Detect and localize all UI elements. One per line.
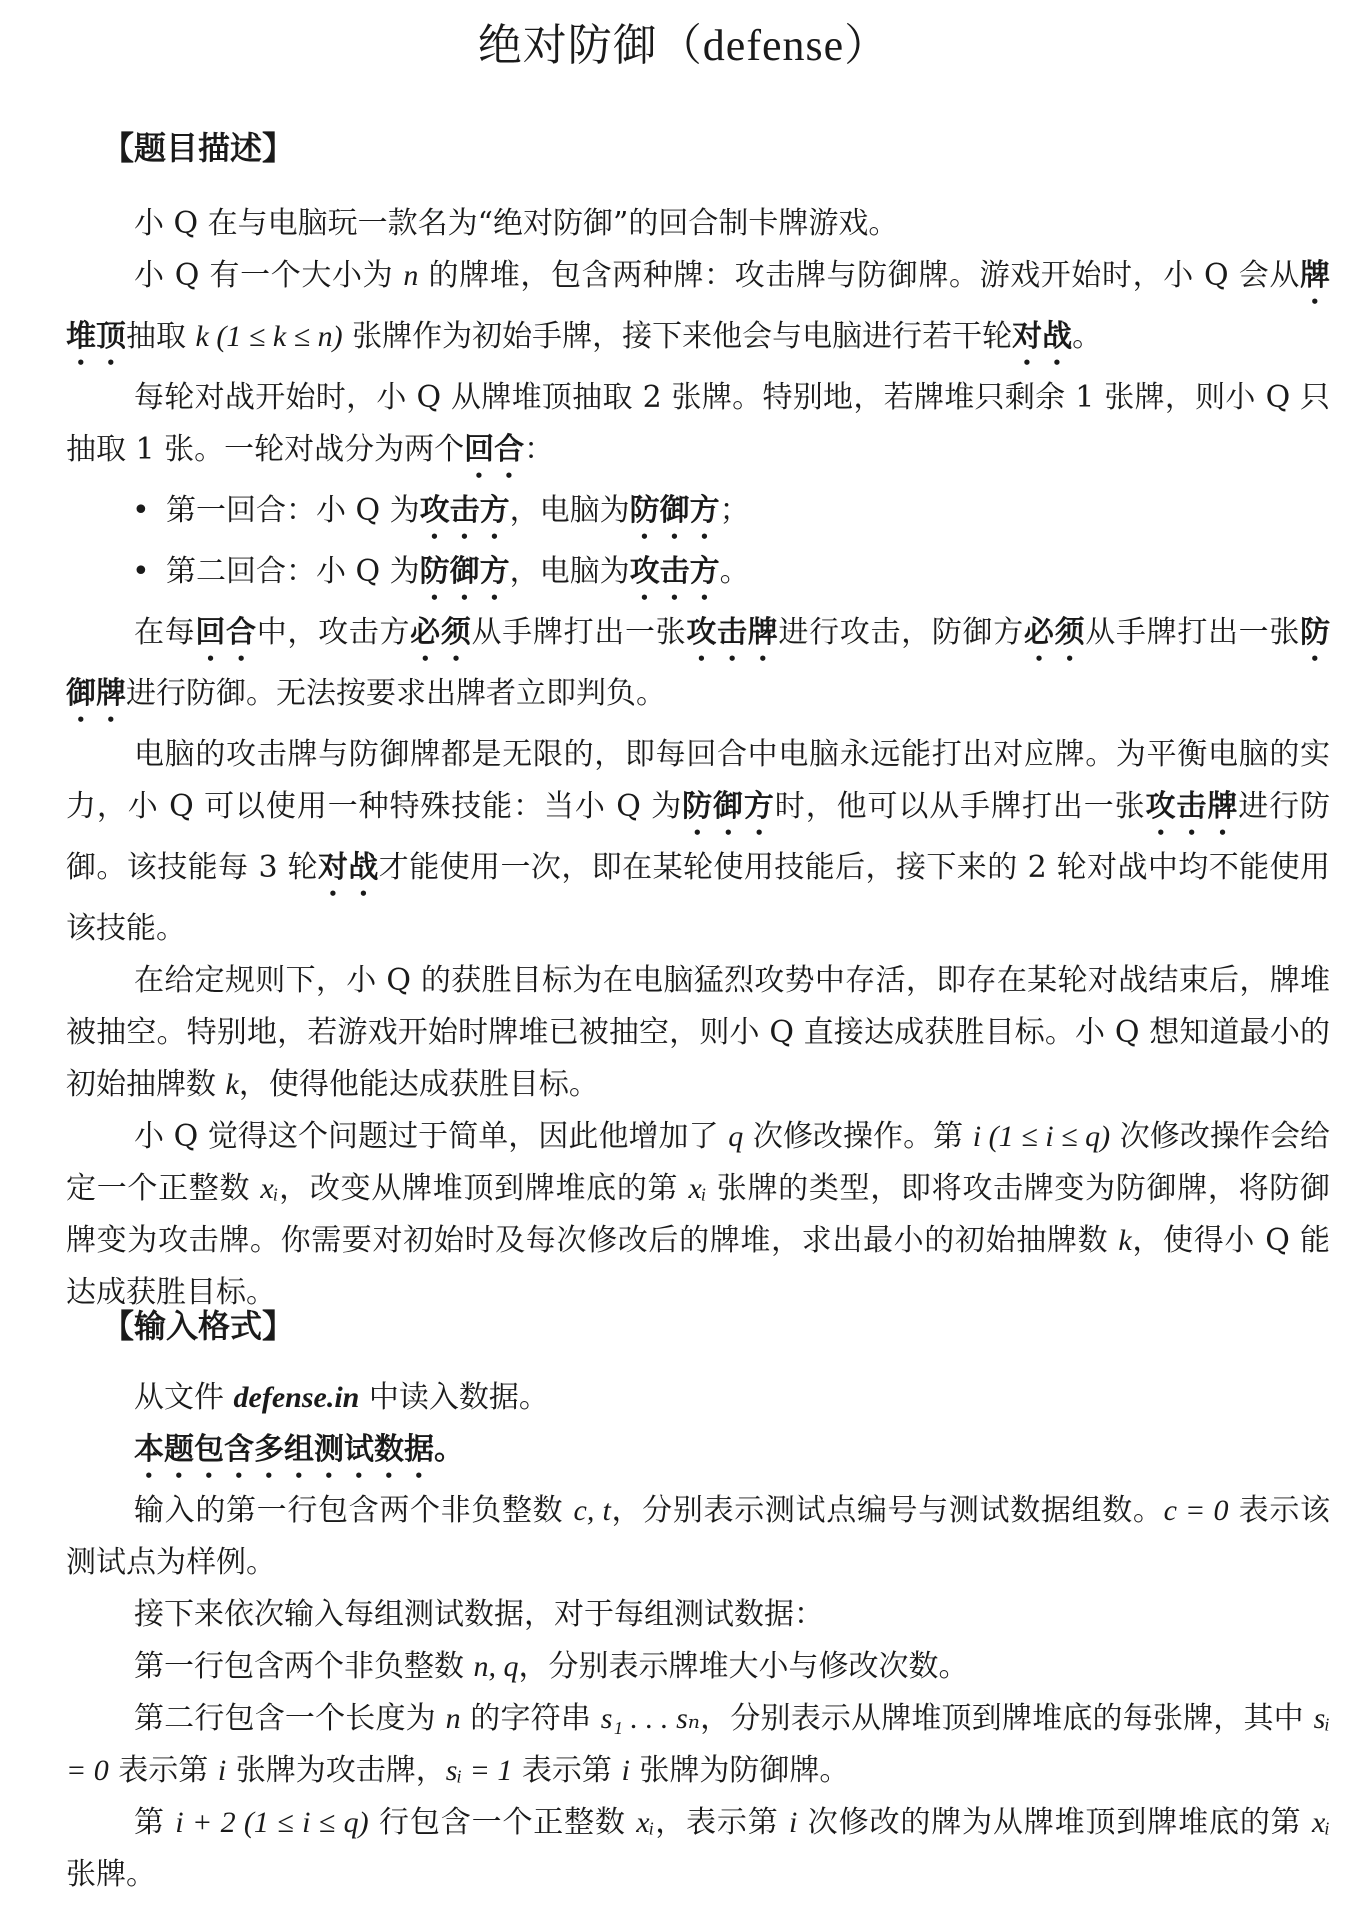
paragraph: 小 Q 有一个大小为 n 的牌堆，包含两种牌：攻击牌与防御牌。游戏开始时，小 Q 会从牌堆顶抽取 k (1 ≤ k ≤ n) 张牌作为初始手牌，接下来他会与电脑进行若干轮对战。 xyxy=(66,258,1331,354)
paragraph: 在每回合中，攻击方必须从手牌打出一张攻击牌进行攻击，防御方必须从手牌打出一张防御牌进行防御。无法按要求出牌者立即判负。 xyxy=(66,615,1331,711)
list-item: • 第二回合：小 Q 为防御方，电脑为攻击方。 xyxy=(66,546,1330,607)
paragraph: 小 Q 在与电脑玩一款名为“绝对防御”的回合制卡牌游戏。 xyxy=(134,206,899,241)
description-body xyxy=(66,198,1330,1319)
paragraph: 接下来依次输入每组测试数据，对于每组测试数据： xyxy=(134,1597,824,1632)
input-body xyxy=(66,1372,1330,1901)
list-item: • 第一回合：小 Q 为攻击方，电脑为防御方； xyxy=(66,485,1330,546)
paragraph: 第二行包含一个长度为 n 的字符串 s₁ . . . sₙ，分别表示从牌堆顶到牌堆底的每张牌，其中 sᵢ = 0 表示第 i 张牌为攻击牌，sᵢ = 1 表示第 i 张牌为防御牌。 xyxy=(66,1701,1330,1788)
page-title xyxy=(0,14,1367,78)
title-cn: 绝对防御 xyxy=(477,20,658,71)
paragraph: 第一行包含两个非负整数 n, q，分别表示牌堆大小与修改次数。 xyxy=(134,1649,969,1684)
paragraph: 本题包含多组测试数据。 xyxy=(134,1432,464,1467)
round-list xyxy=(66,485,1330,607)
section-heading-input: 【输入格式】 xyxy=(102,1307,295,1345)
paragraph: 第 i + 2 (1 ≤ i ≤ q) 行包含一个正整数 xᵢ，表示第 i 次修改的牌为从牌堆顶到牌堆底的第 xᵢ 张牌。 xyxy=(66,1805,1330,1892)
paragraph: 电脑的攻击牌与防御牌都是无限的，即每回合中电脑永远能打出对应牌。为平衡电脑的实力，小 Q 可以使用一种特殊技能：当小 Q 为防御方时，他可以从手牌打出一张攻击牌进行防御。该技能每 3 轮对战才能使用一次，即在某轮使用技能后，接下来的 2 轮对战中均不能使用该技能。 xyxy=(66,737,1331,946)
section-heading-description: 【题目描述】 xyxy=(102,129,295,167)
paragraph: 每轮对战开始时，小 Q 从牌堆顶抽取 2 张牌。特别地，若牌堆只剩余 1 张牌，则小 Q 只抽取 1 张。一轮对战分为两个回合： xyxy=(66,380,1330,467)
paragraph: 在给定规则下，小 Q 的获胜目标为在电脑猛烈攻势中存活，即存在某轮对战结束后，牌堆被抽空。特别地，若游戏开始时牌堆已被抽空，则小 Q 直接达成获胜目标。小 Q 想知道最小的初始抽牌数 k，使得他能达成获胜目标。 xyxy=(66,963,1330,1102)
paragraph: 输入的第一行包含两个非负整数 c, t，分别表示测试点编号与测试数据组数。c = 0 表示该测试点为样例。 xyxy=(66,1493,1331,1580)
paragraph: 从文件 defense.in 中读入数据。 xyxy=(134,1380,549,1415)
title-en: （defense） xyxy=(657,21,890,70)
paragraph: 小 Q 觉得这个问题过于简单，因此他增加了 q 次修改操作。第 i (1 ≤ i ≤ q) 次修改操作会给定一个正整数 xᵢ，改变从牌堆顶到牌堆底的第 xᵢ 张牌的类型，即将攻击牌变为防御牌，将防御牌变为攻击牌。你需要对初始时及每次修改后的牌堆，求出最小的初始抽牌数 k，使得小 Q 能达成获胜目标。 xyxy=(66,1119,1330,1310)
